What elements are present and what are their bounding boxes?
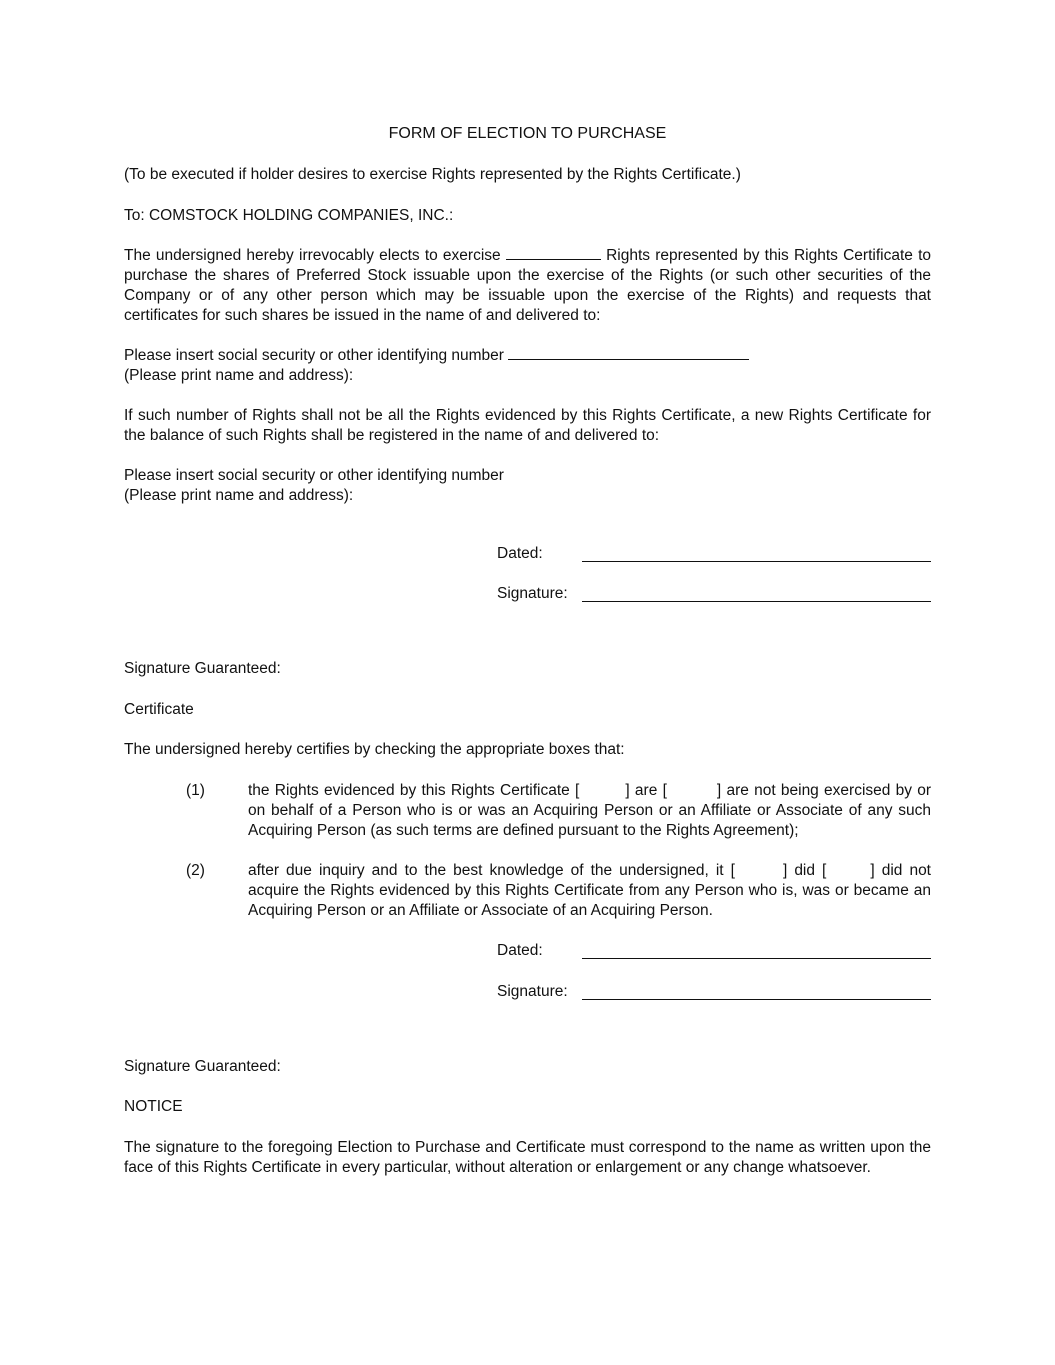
- signature-guaranteed-1: Signature Guaranteed:: [124, 660, 281, 677]
- notice-heading: NOTICE: [124, 1098, 183, 1115]
- certificate-heading: Certificate: [124, 701, 194, 718]
- dated-line-2[interactable]: [582, 958, 931, 959]
- dated-label-1: Dated:: [497, 545, 543, 562]
- item-1-part-c: are not being exercised by or on behalf of a Person who is or was an Acquiring Person or an Affiliate or Associate of any such Acquiring Person (as such terms are defined pursuant to the Rights Agreement);: [248, 782, 932, 839]
- item-1-checkbox-are-not[interactable]: [ ]: [662, 782, 722, 799]
- item-1-checkbox-are[interactable]: [ ]: [575, 782, 630, 799]
- signature-line-2[interactable]: [582, 999, 931, 1000]
- signature-line-1[interactable]: [582, 601, 931, 602]
- item-2-part-c: did not acquire the Rights evidenced by this Rights Certificate from any Person who is, was or became an Acquiring Person or an Affiliate or Associate of an Acquiring Person.: [248, 862, 931, 919]
- item-2-text: [248, 861, 931, 921]
- item-2-number: (2): [186, 862, 205, 879]
- dated-label-2: Dated:: [497, 942, 543, 959]
- dated-row-2: [497, 941, 931, 963]
- item-1-part-b: are: [634, 782, 658, 799]
- signature-label-2: Signature:: [497, 983, 568, 1000]
- ssn-prompt-2: Please insert social security or other identifying number: [124, 467, 504, 484]
- certifies-line: The undersigned hereby certifies by checking the appropriate boxes that:: [124, 741, 625, 758]
- rights-count-blank[interactable]: [506, 246, 601, 260]
- signature-guaranteed-2: Signature Guaranteed:: [124, 1058, 281, 1075]
- dated-line-1[interactable]: [582, 561, 931, 562]
- item-2-part-b: did: [794, 862, 815, 879]
- election-text-end: Rights represented by this Rights Certificate to purchase the shares of Preferred Stock issuable upon the exercise of the Rights (or such other securities of the Company or of any other person which may be issuable upon the exercise of the Rights) and requests that certificates for such shares be issued in the name of and delivered to:: [124, 247, 931, 324]
- document-page: [124, 0, 931, 1365]
- ssn-prompt-1-line: [124, 346, 931, 366]
- item-2-checkbox-did[interactable]: [ ]: [730, 862, 788, 879]
- print-prompt-1: (Please print name and address):: [124, 367, 354, 384]
- signature-row-1: [497, 584, 931, 606]
- notice-text: The signature to the foregoing Election to Purchase and Certificate must correspond to the name as written upon the face of this Rights Certificate in every particular, without alteration or enlargement or any change whatsoever.: [124, 1139, 931, 1176]
- ssn-blank-1[interactable]: [508, 346, 749, 360]
- item-1-text: [248, 781, 931, 841]
- print-prompt-2: (Please print name and address):: [124, 487, 354, 504]
- document-title: FORM OF ELECTION TO PURCHASE: [388, 125, 667, 142]
- dated-row-1: [497, 544, 931, 566]
- intro-text: (To be executed if holder desires to exercise Rights represented by the Rights Certificate.): [124, 166, 741, 183]
- item-1-part-a: the Rights evidenced by this Rights Certificate: [248, 782, 570, 799]
- signature-row-2: [497, 982, 931, 1004]
- election-text-start: The undersigned hereby irrevocably elects to exercise: [124, 247, 501, 264]
- election-paragraph: [124, 246, 931, 326]
- ssn-prompt-1: Please insert social security or other identifying number: [124, 347, 504, 364]
- item-2-part-a: after due inquiry and to the best knowledge of the undersigned, it: [248, 862, 724, 879]
- addressee-line: To: COMSTOCK HOLDING COMPANIES, INC.:: [124, 207, 454, 224]
- signature-label-1: Signature:: [497, 585, 568, 602]
- item-2-checkbox-did-not[interactable]: [ ]: [822, 862, 875, 879]
- balance-paragraph: If such number of Rights shall not be all the Rights evidenced by this Rights Certificate, a new Rights Certificate for the balance of such Rights shall be registered in the name of and delivered to:: [124, 407, 931, 444]
- item-1-number: (1): [186, 782, 205, 799]
